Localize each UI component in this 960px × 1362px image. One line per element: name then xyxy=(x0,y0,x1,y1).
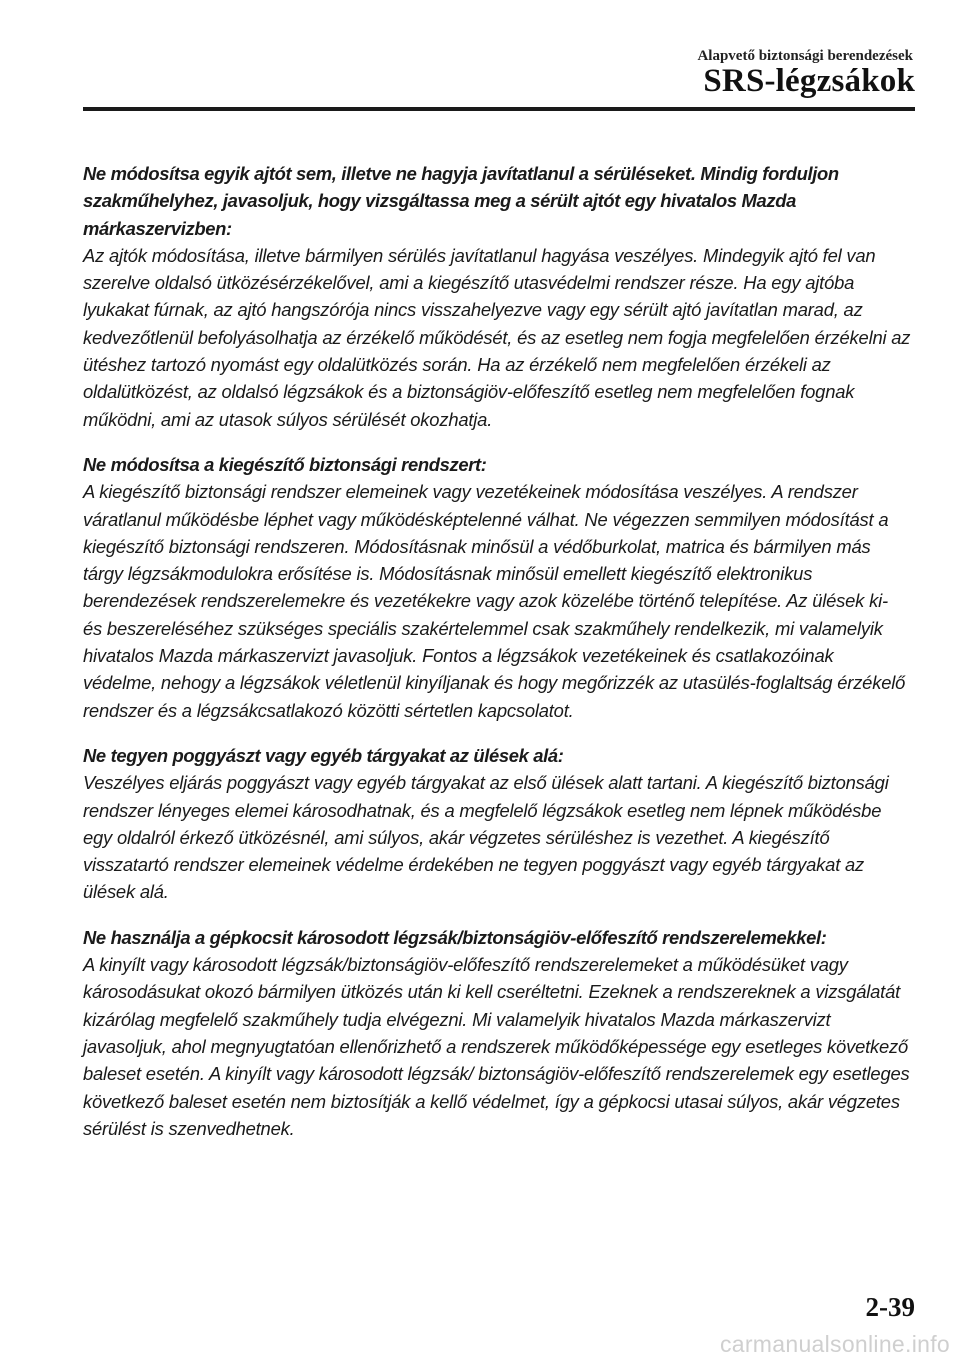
page-title: SRS-légzsákok xyxy=(703,63,915,99)
warning-heading: Ne használja a gépkocsit károsodott légzsák/biztonságiöv-előfeszítő rendszerelemekkel: xyxy=(83,926,827,948)
warning-heading: Ne módosítsa a kiegészítő biztonsági rendszert: xyxy=(83,453,487,475)
header-divider xyxy=(83,107,915,111)
warning-block-luggage xyxy=(83,742,911,906)
warning-body: A kinyílt vagy károsodott légzsák/biztonságiöv-előfeszítő rendszerelemeket a működésüket vagy károsodásukat okozó bármilyen ütközés után ki kell cseréltetni. Ezeknek a rendszereknek a vizsgálatát kizárólag megfelelő szakműhely tudja elvégezni. Mi valamelyik hivatalos Mazda márkaszervizt javasoljuk, ahol megnyugtatóan ellenőrizhető a rendszerek működőképessége egy esetleges következő baleset esetén. A kinyílt vagy károsodott légzsák/ biztonságiöv-előfeszítő rendszerelemek egy esetleges következő baleset esetén nem biztosítják a kellő védelmet, így a gépkocsi utasai súlyos, akár végzetes sérülést is szenvedhetnek. xyxy=(83,954,910,1139)
warning-body: A kiegészítő biztonsági rendszer elemeinek vagy vezetékeinek módosítása veszélyes. A rendszer váratlanul működésbe léphet vagy működésképtelenné válhat. Ne végezzen semmilyen módosítást a kiegészítő biztonsági rendszeren. Módosításnak minősül a védőburkolat, matrica és bármilyen más tárgy légzsákmodulokra erősítése is. Módosításnak minősül emellett kiegészítő elektronikus berendezések rendszerelemekre és vezetékekre vagy azok közelébe történő telepítése. Az ülések ki- és beszereléséhez szükséges speciális szakértelemmel csak szakműhely rendelkezik, mi valamelyik hivatalos Mazda márkaszervizt javasoljuk. Fontos a légzsákok vezetékeinek és csatlakozóinak védelme, nehogy a légzsákok véletlenül kinyíljanak és hogy megőrizzék az utasülés-foglaltság érzékelő rendszer és a légzsákcsatlakozó közötti sértetlen kapcsolatot. xyxy=(83,481,906,721)
page-number: 2-39 xyxy=(865,1292,915,1322)
warning-heading: Ne módosítsa egyik ajtót sem, illetve ne hagyja javítatlanul a sérüléseket. Mindig forduljon szakműhelyhez, javasoljuk, hogy vizsgáltassa meg a sérült ajtót egy hivatalos Mazda márkaszervizben: xyxy=(83,163,839,239)
watermark-text: carmanualsonline.info xyxy=(719,1331,950,1357)
warning-block-doors xyxy=(83,160,911,433)
warning-content xyxy=(83,160,911,1160)
warning-block-damaged-components xyxy=(83,924,911,1142)
warning-block-srs-modification xyxy=(83,451,911,724)
warning-body: Veszélyes eljárás poggyászt vagy egyéb tárgyakat az első ülések alatt tartani. A kiegészítő biztonsági rendszer lényeges elemei károsodhatnak, és a megfelelő légzsákok esetleg nem lépnek működésbe egy oldalról érkező ütközésnél, ami súlyos, akár végzetes sérüléshez is vezethet. A kiegészítő visszatartó rendszer elemeinek védelme érdekében ne tegyen poggyászt vagy egyéb tárgyakat az ülések alá. xyxy=(83,772,889,903)
section-label: Alapvető biztonsági berendezések xyxy=(697,48,913,64)
warning-heading: Ne tegyen poggyászt vagy egyéb tárgyakat az ülések alá: xyxy=(83,744,564,766)
warning-body: Az ajtók módosítása, illetve bármilyen sérülés javítatlanul hagyása veszélyes. Mindegyik ajtó fel van szerelve oldalsó ütközésérzékelővel, ami a kiegészítő utasvédelmi rendszer része. Ha egy ajtóba lyukakat fúrnak, az ajtó hangszórója nincs visszahelyezve vagy egy sérült ajtó javítatlan marad, az kedvezőtlenül befolyásolhatja az érzékelő működését, és az esetleg nem fogja megfelelően érzékelni az ütéshez tartozó nyomást egy oldalütközés során. Ha az érzékelő nem megfelelően érzékeli az oldalütközést, az oldalsó légzsákok és a biztonságiöv-előfeszítő esetleg nem megfelelően fognak működni, ami az utasok súlyos sérülését okozhatja. xyxy=(83,244,911,430)
page-header xyxy=(0,0,960,120)
